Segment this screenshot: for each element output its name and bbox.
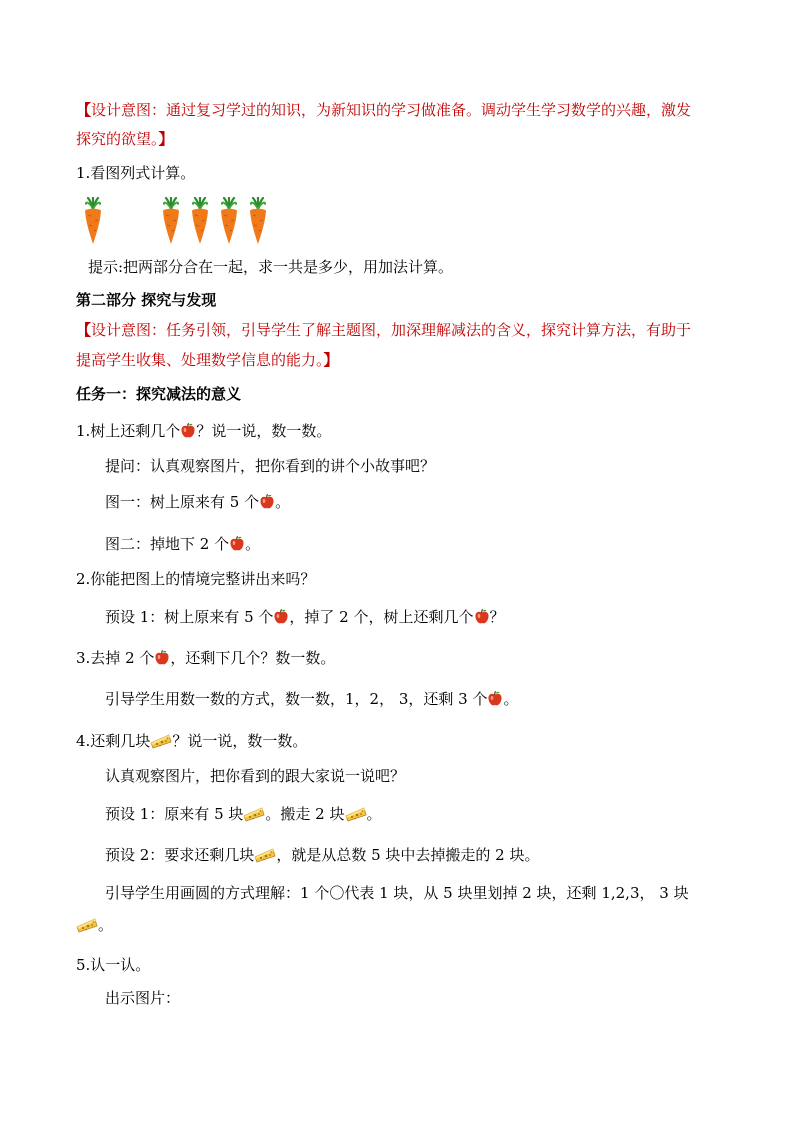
cheese-icon bbox=[345, 806, 367, 822]
guide-circle-line1: 引导学生用画圆的方式理解：1 个〇代表 1 块，从 5 块里划掉 2 块，还剩 1,2,3， 3 块 bbox=[105, 884, 689, 902]
part2-heading: 第二部分 探究与发现 bbox=[76, 291, 217, 309]
observe-prompt: 认真观察图片，把你看到的跟大家说一说吧？ bbox=[105, 767, 406, 785]
review-title: 1.看图列式计算。 bbox=[76, 164, 196, 182]
question-2: 2.你能把图上的情境完整讲出来吗？ bbox=[76, 570, 316, 588]
design-intent-1-line1: 【设计意图：通过复习学过的知识，为新知识的学习做准备。调动学生学习数学的兴趣，激发 bbox=[76, 101, 692, 119]
carrot-icon bbox=[247, 197, 269, 245]
carrot-icon bbox=[218, 197, 240, 245]
apple-icon bbox=[154, 650, 170, 666]
picture-1-text: 图一：树上原来有 5 个 。 bbox=[105, 493, 291, 511]
cheese-icon bbox=[254, 847, 276, 863]
apple-icon bbox=[273, 609, 289, 625]
apple-icon bbox=[487, 691, 503, 707]
task1-heading: 任务一：探究减法的意义 bbox=[76, 385, 242, 403]
apple-icon bbox=[259, 494, 275, 510]
question-5: 5.认一认。 bbox=[76, 956, 151, 974]
design-intent-2-line2: 提高学生收集、处理数学信息的能力。】 bbox=[76, 351, 339, 369]
carrot-icon bbox=[160, 197, 182, 245]
apple-icon bbox=[474, 609, 490, 625]
preset-1-apple: 预设 1：树上原来有 5 个 ，掉了 2 个，树上还剩几个 ？ bbox=[105, 608, 505, 626]
cheese-icon bbox=[150, 733, 172, 749]
review-hint: 提示:把两部分合在一起，求一共是多少，用加法计算。 bbox=[88, 258, 454, 276]
question-3: 3.去掉 2 个 ，还剩下几个？数一数。 bbox=[76, 649, 336, 667]
question-1: 1.树上还剩几个 ？说一说，数一数。 bbox=[76, 422, 332, 440]
question-4: 4.还剩几块 ？说一说，数一数。 bbox=[76, 732, 308, 750]
preset-2-cheese: 预设 2：要求还剩几块 ，就是从总数 5 块中去掉搬走的 2 块。 bbox=[105, 846, 540, 864]
cheese-icon bbox=[243, 806, 265, 822]
prompt-question: 提问：认真观察图片，把你看到的讲个小故事吧？ bbox=[105, 457, 436, 475]
preset-1-cheese: 预设 1：原来有 5 块 。搬走 2 块 。 bbox=[105, 805, 382, 823]
apple-icon bbox=[180, 423, 196, 439]
carrot-icon bbox=[189, 197, 211, 245]
carrot-icon bbox=[82, 197, 104, 245]
show-picture: 出示图片： bbox=[105, 989, 181, 1007]
apple-icon bbox=[229, 536, 245, 552]
design-intent-1-line2: 探究的欲望。】 bbox=[76, 130, 174, 148]
picture-2-text: 图二：掉地下 2 个 。 bbox=[105, 535, 261, 553]
guide-circle-line2: 。 bbox=[76, 915, 113, 935]
cheese-icon bbox=[76, 917, 98, 933]
guide-count: 引导学生用数一数的方式，数一数，1，2， 3，还剩 3 个 。 bbox=[105, 690, 519, 708]
design-intent-2-line1: 【设计意图：任务引领，引导学生了解主题图，加深理解减法的含义，探究计算方法，有助于 bbox=[76, 321, 692, 339]
